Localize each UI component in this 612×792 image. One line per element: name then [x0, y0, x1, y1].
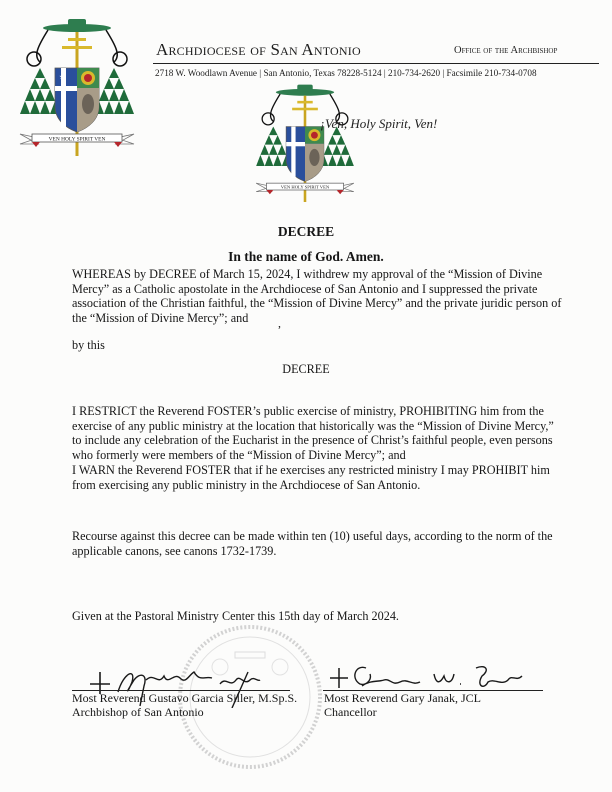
header-rule	[153, 63, 599, 64]
coat-of-arms-left	[18, 16, 136, 156]
tassels-right-icon	[94, 68, 134, 114]
given-line: Given at the Pastoral Ministry Center this 15th day of March 2024.	[72, 609, 399, 623]
galero-hat-icon	[43, 19, 111, 32]
archbishop-name: Most Reverend Gustavo Garcia Siller, M.Sp.S.	[72, 691, 298, 705]
org-name: Archdiocese of San Antonio	[156, 40, 361, 59]
office-name: Office of the Archbishop	[454, 45, 558, 56]
restrict-paragraph: I RESTRICT the Reverend FOSTER’s public exercise of ministry, PROHIBITING him from the exercise of any public ministry at the location that historically was the “Mission of Divine Mercy,” to include any celebration of the Eucharist in the presence of Christ’s faithful people, even persons who formerly were members of the “Mission of Divine Mercy”; and	[72, 404, 554, 462]
signature-chancellor	[326, 660, 526, 694]
whereas-paragraph: WHEREAS by DECREE of March 15, 2024, I withdrew my approval of the “Mission of Divine Mercy” as a Catholic apostolate in the Archdiocese of San Antonio and I suppressed the private association of the Christian faithful, the “Mission of Divine Mercy” and the private juridic person of the “Mission of Divine Mercy”; and	[72, 267, 562, 325]
motto-script: ¡Ven, Holy Spirit, Ven!	[320, 116, 438, 131]
recourse-paragraph: Recourse against this decree can be made within ten (10) useful days, according to the norm of the applicable canons, see canons 1732-1739.	[72, 529, 553, 558]
svg-text:★: ★	[59, 73, 66, 81]
decree-title: DECREE	[277, 224, 335, 239]
chancellor-title: Chancellor	[324, 705, 377, 719]
coat-of-arms-center	[250, 82, 360, 202]
decree-heading: DECREE	[282, 362, 330, 376]
warn-paragraph: I WARN the Reverend FOSTER that if he exercises any restricted ministry I may PROHIBIT him from exercising any public ministry in the Archdiocese of San Antonio.	[72, 463, 550, 492]
address-line: 2718 W. Woodlawn Avenue | San Antonio, Texas 78228-5124 | 210-734-2620 | Facsimile 210-734-0708	[155, 68, 537, 78]
chancellor-name: Most Reverend Gary Janak, JCL	[324, 691, 481, 705]
ribbon-motto-text: VEN HOLY SPIRIT VEN	[48, 136, 106, 143]
shield-icon	[55, 68, 99, 132]
stray-mark: ,	[278, 316, 281, 330]
by-this: by this	[72, 338, 105, 352]
ribbon-motto-text-center: VEN HOLY SPIRIT VEN	[280, 184, 330, 190]
archbishop-title: Archbishop of San Antonio	[72, 705, 204, 719]
invocation: In the name of God. Amen.	[228, 249, 384, 264]
tassels-left-icon	[20, 68, 60, 114]
